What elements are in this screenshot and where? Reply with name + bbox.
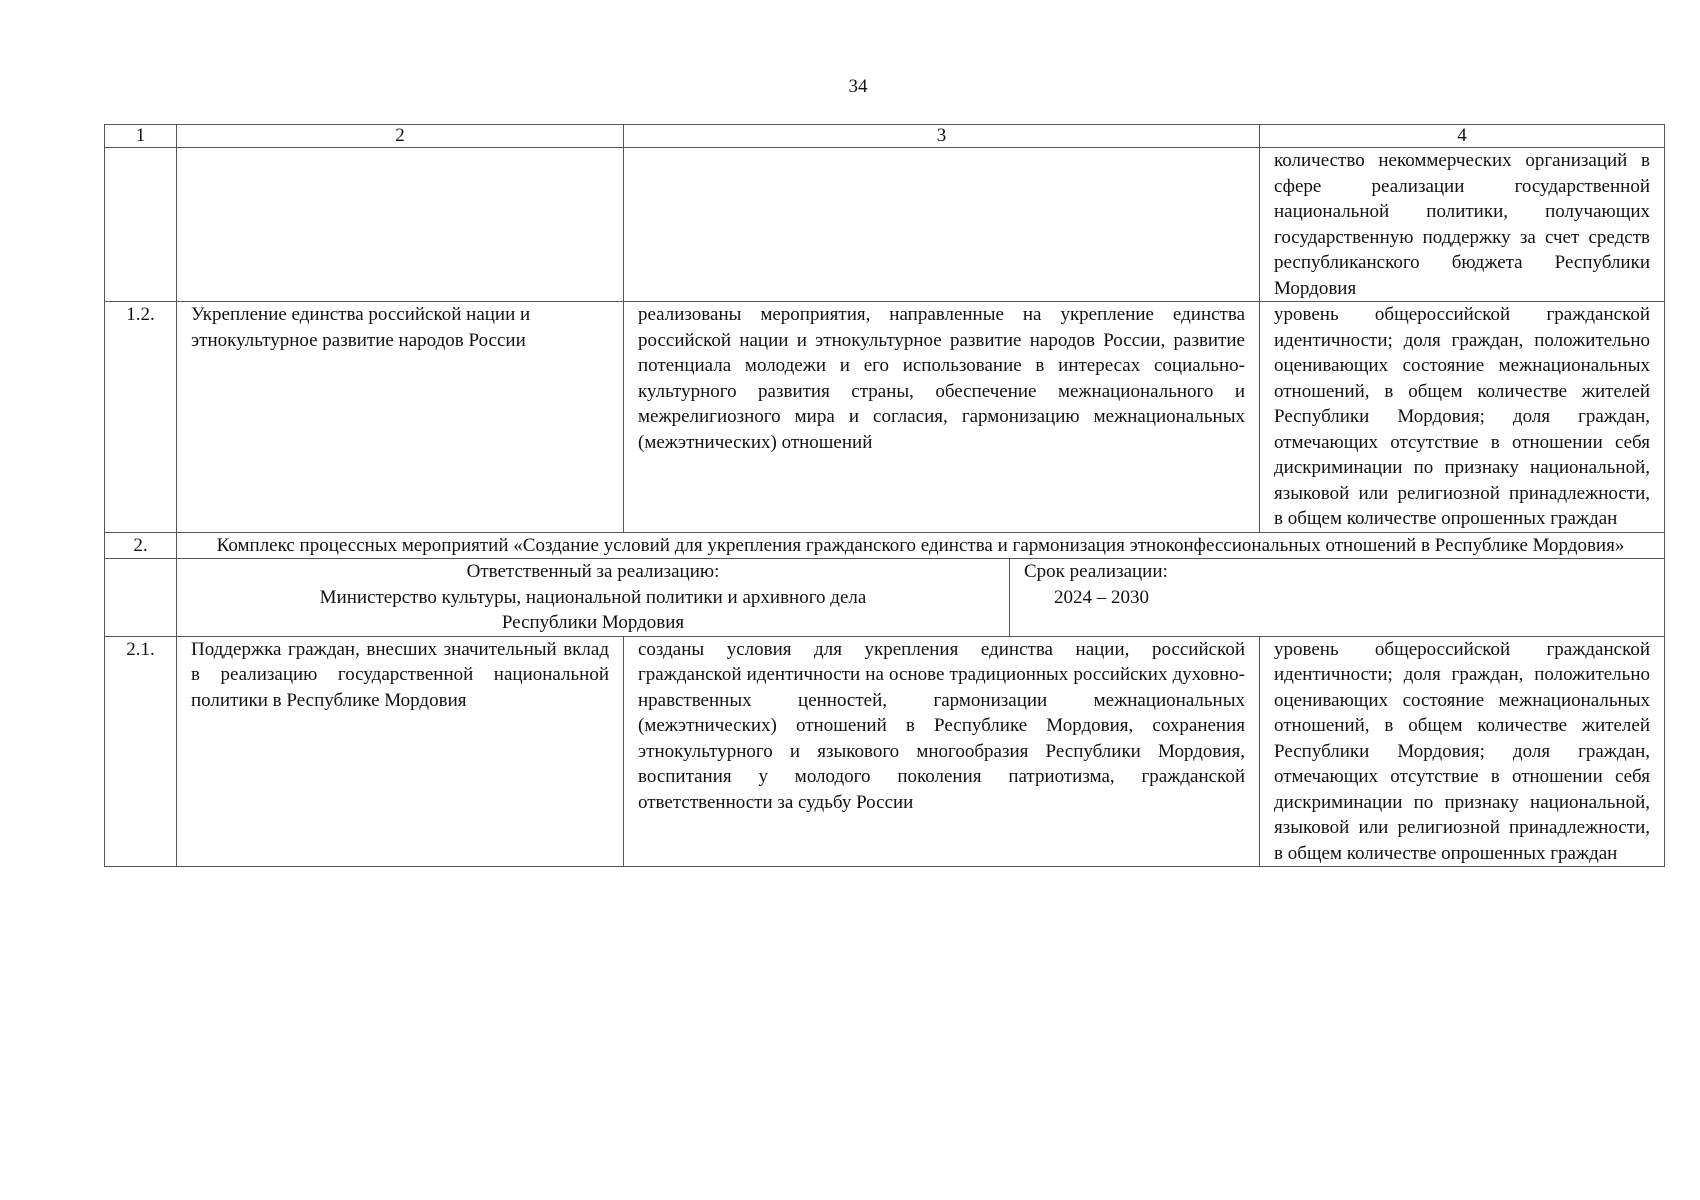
table-row-1-2 — [105, 302, 1665, 533]
row-number: 2. — [105, 532, 177, 559]
row-indicators: уровень общероссийской гражданской идентичности; доля граждан, положительно оценивающих состояние межнациональных отношений, в общем количестве жителей Республики Мордовия; доля граждан, отмечающих отсутствие в отношении себя дискриминации по признаку национальной, языковой или религиозной принадлежности, в общем количестве опрошенных граждан — [1260, 302, 1665, 533]
row-number: 2.1. — [105, 636, 177, 867]
table-row-continuation — [105, 148, 1665, 302]
header-col-3: 3 — [624, 125, 1260, 148]
row-tasks: реализованы мероприятия, направленные на укрепление единства российской нации и этнокультурное развитие народов России, развитие потенциала молодежи и его использование в интересах социально-культурного развития страны, обеспечение межнационального и межрелигиозного мира и согласия, гармонизацию межнациональных (межэтнических) отношений — [624, 302, 1260, 533]
row-tasks: созданы условия для укрепления единства нации, российской гражданской идентичности на основе традиционных российских духовно-нравственных ценностей, гармонизации межнациональных (межэтнических) отношений в Республике Мордовия, сохранения этнокультурного и языкового многообразия Республики Мордовия, воспитания у молодого поколения патриотизма, гражданской ответственности за судьбу России — [624, 636, 1260, 867]
responsible-ministry-cont: Республики Мордовия — [501, 612, 685, 633]
cont-name-cell — [177, 148, 624, 302]
row-name: Поддержка граждан, внесших значительный вклад в реализацию государственной национальной политики в Республике Мордовия — [177, 636, 624, 867]
header-col-2: 2 — [177, 125, 624, 148]
cont-num-cell — [105, 148, 177, 302]
row-number: 1.2. — [105, 302, 177, 533]
row-name: Укрепление единства российской нации и этнокультурное развитие народов России — [177, 302, 624, 533]
term-cell — [1010, 559, 1665, 637]
term-label: Срок реализации: — [1024, 561, 1168, 582]
term-value: 2024 – 2030 — [1054, 586, 1149, 608]
row-indicators: уровень общероссийской гражданской идентичности; доля граждан, положительно оценивающих состояние межнациональных отношений, в общем количестве жителей Республики Мордовия; доля граждан, отмечающих отсутствие в отношении себя дискриминации по признаку национальной, языковой или религиозной принадлежности, в общем количестве опрошенных граждан — [1260, 636, 1665, 867]
complex-title: Комплекс процессных мероприятий «Создание условий для укрепления гражданского единства и гармонизация этноконфессиональных отношений в Республике Мордовия» — [177, 532, 1665, 559]
resp-num-cell — [105, 559, 177, 637]
cont-indicators-cell: количество некоммерческих организаций в сфере реализации государственной национальной политики, получающих государственную поддержку за счет средств республиканского бюджета Республики Мордовия — [1260, 148, 1665, 302]
header-col-4: 4 — [1260, 125, 1665, 148]
responsible-ministry: Министерство культуры, национальной политики и архивного дела — [319, 586, 867, 608]
table-row-2 — [105, 532, 1665, 559]
program-table — [104, 124, 1665, 867]
header-col-1: 1 — [105, 125, 177, 148]
cont-tasks-cell — [624, 148, 1260, 302]
table-row-2-1 — [105, 636, 1665, 867]
responsible-cell — [177, 559, 1010, 637]
responsible-label: Ответственный за реализацию: — [466, 561, 720, 582]
table-row-responsible — [105, 559, 1665, 637]
page-number: 34 — [848, 76, 868, 97]
table-header-row — [105, 125, 1665, 148]
